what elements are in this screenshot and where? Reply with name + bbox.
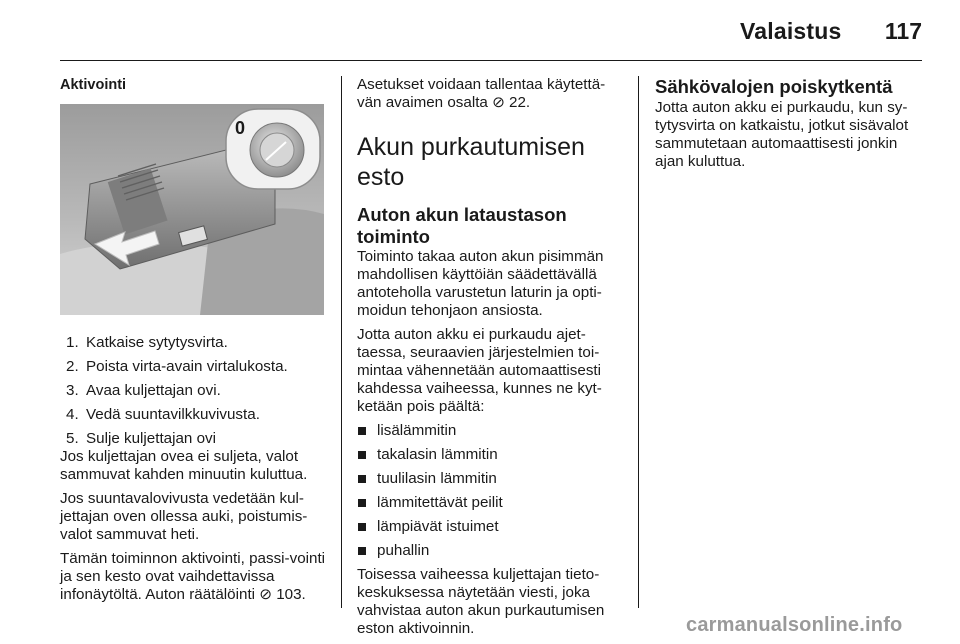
list-item: 1. Katkaise sytytysvirta.: [66, 334, 228, 351]
paragraph: Tämän toiminnon aktivointi, passi-vointi ja sen kesto ovat vaihdettavissa infonäytöltä. Auton räätälöinti ⊘ 103.: [60, 550, 326, 603]
section-title: Akun purkautumisen esto: [357, 133, 585, 191]
list-item: lisälämmitin: [357, 422, 627, 440]
list-item: 3. Avaa kuljettajan ovi.: [66, 382, 221, 399]
page-number: 117: [884, 18, 922, 44]
list-item: 4. Vedä suuntavilkkuvivusta.: [66, 406, 260, 423]
paragraph: Jotta auton akku ei purkaudu ajet-taessa, seuraavien järjestelmien toi-mintaa vähennetään automaattisesti kahdessa vaiheessa, kunnes ne kyt-ketään pois päältä:: [357, 326, 602, 415]
bullet-icon: [358, 547, 366, 555]
column-1: [60, 76, 326, 100]
section-subtitle: Auton akun lataustason toiminto: [357, 204, 567, 247]
column-3: [655, 76, 925, 177]
bullet-icon: [358, 499, 366, 507]
section-heading-aktivointi: Aktivointi: [60, 77, 127, 93]
bullet-icon: [358, 523, 366, 531]
section-title: Sähkövalojen poiskytkentä: [655, 76, 893, 97]
column-divider-2: [638, 76, 639, 608]
header-divider: [60, 60, 922, 61]
list-item: 2. Poista virta-avain virtalukosta.: [66, 358, 288, 375]
list-item: lämpiävät istuimet: [357, 518, 627, 536]
paragraph: Toiminto takaa auton akun pisimmän mahdollisen käyttöiän säädettävällä antoteholla varustetun laturin ja opti-moidun tehonjaon ansiosta.: [357, 248, 604, 319]
watermark: carmanualsonline.info: [686, 614, 903, 636]
list-item: lämmitettävät peilit: [357, 494, 627, 512]
bullet-icon: [358, 427, 366, 435]
bullet-list: [357, 422, 627, 560]
paragraph: Toisessa vaiheessa kuljettajan tieto-keskuksessa näytetään viesti, joka vahvistaa auton akun purkautumisen eston aktivoinnin.: [357, 566, 605, 637]
bullet-icon: [358, 475, 366, 483]
bullet-icon: [358, 451, 366, 459]
list-item: 5. Sulje kuljettajan ovi: [66, 430, 217, 447]
column-divider-1: [341, 76, 342, 608]
column-2: [357, 76, 627, 644]
list-item: puhallin: [357, 542, 627, 560]
steps-list: [60, 334, 330, 448]
list-item: takalasin lämmitin: [357, 446, 627, 464]
list-item: tuulilasin lämmitin: [357, 470, 627, 488]
paragraph: Jos kuljettajan ovea ei suljeta, valot sammuvat kahden minuutin kuluttua.: [60, 448, 308, 483]
page-title: Valaistus: [740, 18, 842, 44]
turn-signal-lever-illustration: [60, 104, 324, 315]
paragraph: Jotta auton akku ei purkaudu, kun sy-tytysvirta on katkaistu, jotkut sisävalot sammutetaan automaattisesti jonkin ajan kuluttua.: [655, 99, 909, 170]
paragraph: Asetukset voidaan tallentaa käytettä-vän avaimen osalta ⊘ 22.: [357, 76, 606, 111]
paragraph: Jos suuntavalovivusta vedetään kul-jettajan oven ollessa auki, poistumis-valot sammuvat heti.: [60, 490, 308, 543]
figure-label-zero: 0: [235, 118, 246, 138]
column-1-body: [60, 334, 330, 610]
